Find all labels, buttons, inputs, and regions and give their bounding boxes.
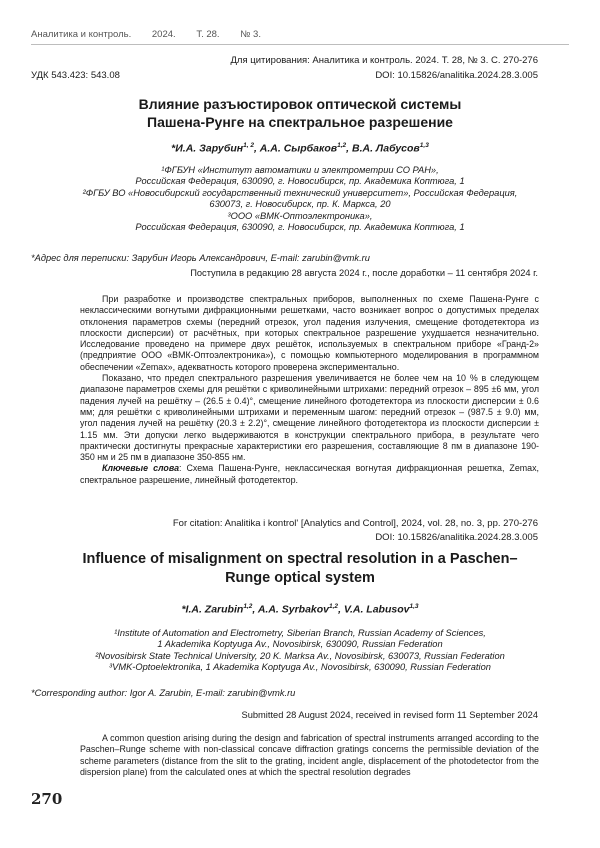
author-en-1: *I.A. Zarubin [181,604,243,616]
title-ru [50,95,550,131]
keywords-ru-text: : Схема Пашена-Рунге, неклассическая вогнутая дифракционная решетка, Zemax, спектральное разрешение, линейный фотодетектор. [80,463,539,484]
citation-ru: Для цитирования: Аналитика и контроль. 2024. Т. 28, № 3. С. 270-276 [231,55,539,66]
abstract-ru [80,294,539,486]
author-en-3-sup: 1,3 [409,603,418,610]
abstract-en-paragraph: A common question arising during the design and fabrication of spectral instruments arranged according to the Paschen–Runge scheme with non-classical concave diffraction gratings concerns the permissible deviation of the scheme parameters (distance from the slit to the grating, incident angle, displacement of the photodetector from the dispersion plane) from the calculated ones at which the spectral resolution degrades [80,733,539,778]
keywords-ru [80,463,539,486]
author-ru-3: В.А. Лабусов [352,143,420,155]
abstract-ru-paragraph: Показано, что предел спектрального разрешения увеличивается не более чем на 10 % в следующем диапазоне параметров схемы для решётки с криволинейными штрихами: передний отрезок – 895 ±6 мм, угол падения лучей на решётку – (26.5 ± 0.4)°, смещение линейного фотодетектора из плоскости дисперсии ± 0.6 мм; для решётки с криволинейными штрихами и переменным шагом: передний отрезок – (987.5 ± 9.0) мм, угол падения лучей на решётку (20.3 ± 2.2)°, смещение линейного фотодетектора из плоскости дисперсии ± 1.15 мм. Эти допуски легко выдерживаются в конструкции спектрального прибора, в результате чего практически достигнуты прекрасные характеристики его разрешения, составляющие 8 пм в диапазоне 190-350 нм и 25 пм в диапазоне 350-855 нм. [80,373,539,463]
title-en [40,550,560,588]
affiliation-line: ²Novosibirsk State Technical University, 20 K. Marksa Av., Novosibirsk, 630073, Russian Federation [40,651,560,662]
author-ru-2-sup: 1,2 [337,142,346,149]
authors-en: *I.A. Zarubin1,2, A.A. Syrbakov1,2, V.A. Labusov1,3 [40,603,560,616]
received-dates-ru: Поступила в редакцию 28 августа 2024 г., после доработки – 11 сентября 2024 г. [190,268,538,278]
affiliation-line: ¹ФГБУН «Институт автоматики и электрометрии СО РАН», [40,165,560,176]
author-en-2-sup: 1,2 [329,603,338,610]
page-number: 270 [31,790,62,808]
citation-en [173,517,538,545]
running-head-number: № 3. [240,29,261,40]
affiliation-line: Российская Федерация, 630090, г. Новосибирск, пр. Академика Коптюга, 1 [40,222,560,233]
authors-ru: *И.А. Зарубин1, 2, А.А. Сырбаков1,2, В.А. Лабусов1,3 [40,142,560,155]
running-head-volume: Т. 28. [196,29,219,40]
corresponding-author-ru: *Адрес для переписки: Зарубин Игорь Александрович, E-mail: zarubin@vmk.ru [31,253,370,263]
affiliations-ru [40,165,560,233]
header-rule [31,44,569,45]
running-head-journal: Аналитика и контроль. [31,29,131,40]
doi-en[interactable]: DOI: 10.15826/analitika.2024.28.3.005 [173,531,538,545]
corresponding-author-en: *Corresponding author: Igor A. Zarubin, E-mail: zarubin@vmk.ru [31,688,295,698]
title-ru-line2: Пашена-Рунге на спектральное разрешение [50,113,550,131]
running-head [31,29,279,40]
affiliation-line: ²ФГБУ ВО «Новосибирский государственный технический университет», Российская Федерация, [40,188,560,199]
affiliation-line: ³VMK-Optoelektronika, 1 Akademika Koptyuga Av., Novosibirsk, 630090, Russian Federation [40,662,560,673]
author-ru-1-sup: 1, 2 [243,142,254,149]
received-dates-en: Submitted 28 August 2024, received in revised form 11 September 2024 [242,710,538,720]
affiliation-line: ¹Institute of Automation and Electrometry, Siberian Branch, Russian Academy of Sciences, [40,628,560,639]
author-en-1-sup: 1,2 [243,603,252,610]
abstract-en [80,733,539,778]
title-en-line1: Influence of misalignment on spectral resolution in a Paschen– [40,550,560,569]
author-ru-1: *И.А. Зарубин [171,143,243,155]
affiliation-line: 1 Akademika Koptyuga Av., Novosibirsk, 630090, Russian Federation [40,639,560,650]
doi-ru[interactable]: DOI: 10.15826/analitika.2024.28.3.005 [375,70,538,81]
author-ru-3-sup: 1,3 [420,142,429,149]
author-en-3: V.A. Labusov [344,604,410,616]
affiliation-line: Российская Федерация, 630090, г. Новосибирск, пр. Академика Коптюга, 1 [40,176,560,187]
abstract-ru-paragraph: При разработке и производстве спектральных приборов, выполненных по схеме Пашена-Рунге с неклассическими вогнутыми дифракционными решетками, часто возникает вопрос о допустимых пределах отклонения параметров схемы (передний отрезок, угол падения излучения, смещение фотодетектора из плоскости дисперсии) от расчётных, при которых спектральное разрешение ухудшается незначительно. Исследование проведено на примере двух решёток, используемых в спектральном приборе «Гранд-2» (предприятие ООО «ВМК-Оптоэлектроника»), с помощью компьютерного моделирования в программном обеспечении «Zemax», адекватность которого проверена экспериментально. [80,294,539,373]
title-ru-line1: Влияние разъюстировок оптической системы [50,95,550,113]
udc-code: УДК 543.423: 543.08 [31,70,120,81]
affiliation-line: ³ООО «ВМК-Оптоэлектроника», [40,211,560,222]
affiliations-en [40,628,560,674]
affiliation-line: 630073, г. Новосибирск, пр. К. Маркса, 20 [40,199,560,210]
keywords-ru-label: Ключевые слова [102,463,179,473]
citation-en-line: For citation: Analitika i kontrol' [Analytics and Control], 2024, vol. 28, no. 3, pp. 270-276 [173,517,538,531]
author-en-2: A.A. Syrbakov [258,604,329,616]
title-en-line2: Runge optical system [40,569,560,588]
author-ru-2: А.А. Сырбаков [260,143,337,155]
running-head-year: 2024. [152,29,176,40]
